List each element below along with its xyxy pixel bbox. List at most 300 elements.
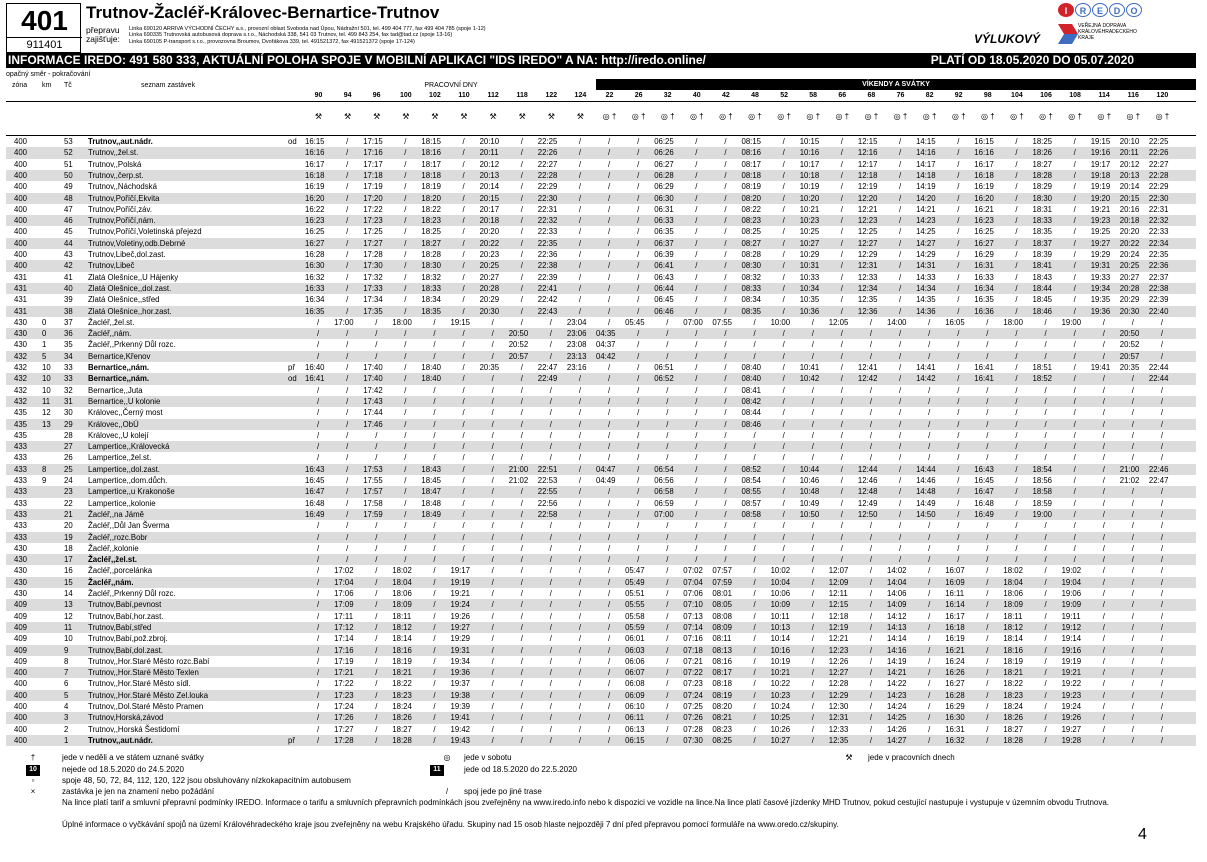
other-route-mark: / [637,148,640,158]
km-cell: 8 [42,464,47,474]
time-cell: 08:16 [741,148,762,158]
other-route-mark: / [1160,487,1164,497]
other-route-mark: / [1131,713,1134,723]
other-route-mark: / [899,182,902,192]
time-cell: 14:19 [887,656,907,666]
time-cell: 08:23 [712,724,732,734]
other-route-mark: / [1102,634,1105,644]
other-route-mark: / [317,532,320,542]
other-route-mark: / [1044,396,1047,406]
time-cell: 17:22 [334,679,354,689]
other-route-mark: / [957,498,960,508]
other-route-mark: / [782,283,785,293]
time-cell: 17:35 [363,306,383,316]
stop-name-cell: Žacléř,,nám. [88,329,132,339]
other-route-mark: / [724,374,727,384]
other-route-mark: / [549,645,552,655]
time-cell: 12:50 [857,509,878,519]
other-route-mark: / [1102,702,1105,711]
time-cell: 06:03 [625,645,645,655]
other-route-mark: / [986,453,989,463]
time-cell: 22:31 [1148,204,1169,214]
other-route-mark: / [1102,543,1105,553]
trip-day-icon: ⚒ [547,112,555,121]
time-cell: 19:27 [1090,238,1111,248]
time-cell: 17:06 [334,589,354,598]
other-route-mark: / [957,487,960,497]
other-route-mark: / [753,543,756,553]
other-route-mark: / [1131,374,1134,384]
other-route-mark: / [811,453,814,463]
time-cell: 18:12 [392,622,412,632]
other-route-mark: / [578,679,582,689]
other-route-mark: / [1160,735,1164,745]
other-route-mark: / [404,408,407,418]
time-cell: 12:17 [857,159,878,169]
table-row [6,159,1196,170]
other-route-mark: / [1073,193,1076,203]
other-route-mark: / [317,442,320,452]
other-route-mark: / [433,329,436,339]
other-route-mark: / [782,532,785,542]
other-route-mark: / [869,419,873,429]
other-route-mark: / [928,735,931,745]
other-route-mark: / [608,668,611,678]
time-cell: 10:21 [770,668,791,678]
other-route-mark: / [1160,724,1164,734]
logo-arrow-icon [1058,20,1078,48]
other-route-mark: / [986,385,989,395]
other-route-mark: / [491,690,494,700]
time-cell: 19:19 [450,577,471,587]
other-route-mark: / [1015,283,1018,293]
time-cell: 17:02 [334,566,354,576]
time-cell: 12:19 [857,182,878,192]
other-route-mark: / [520,532,523,542]
time-cell: 12:33 [857,272,878,282]
stop-name-cell: Trutnov,Babí,pož.zbroj. [88,634,168,644]
logo-letter: E [1092,3,1108,17]
zone-cell: 430 [14,577,28,587]
other-route-mark: / [957,238,960,248]
stop-index-cell: 50 [64,170,73,180]
other-route-mark: / [317,611,320,621]
other-route-mark: / [986,600,989,610]
other-route-mark: / [724,430,727,440]
other-route-mark: / [520,317,523,327]
other-route-mark: / [695,250,698,259]
other-route-mark: / [462,385,465,395]
other-route-mark: / [317,385,320,395]
other-route-mark: / [753,645,756,655]
other-route-mark: / [1102,442,1105,452]
time-cell: 12:35 [857,295,878,305]
other-route-mark: / [899,295,902,305]
trip-number: 114 [1098,92,1110,99]
table-row [6,294,1196,305]
stop-index-cell: 43 [64,250,73,259]
time-cell: 10:17 [799,159,820,169]
other-route-mark: / [462,238,465,248]
other-route-mark: / [782,159,785,169]
stop-index-cell: 48 [64,193,73,203]
other-route-mark: / [695,329,698,339]
other-route-mark: / [666,690,669,700]
other-route-mark: / [753,679,756,689]
table-row [6,712,1196,723]
other-route-mark: / [1073,340,1076,350]
other-route-mark: / [637,464,640,474]
stop-index-cell: 17 [64,555,73,565]
other-route-mark: / [608,306,611,316]
other-route-mark: / [869,735,873,745]
trip-number: 122 [545,92,558,99]
time-cell: 10:31 [799,261,820,271]
time-cell: 08:01 [712,589,732,598]
time-cell: 10:24 [770,702,791,711]
zone-cell: 400 [14,668,28,678]
other-route-mark: / [578,283,582,293]
time-cell: 14:00 [887,317,907,327]
other-route-mark: / [549,453,552,463]
other-route-mark: / [1073,419,1076,429]
time-cell: 18:33 [421,283,441,293]
other-route-mark: / [549,396,552,406]
other-route-mark: / [928,521,931,531]
zone-cell: 430 [14,329,28,339]
other-route-mark: / [608,430,611,440]
time-cell: 08:05 [712,600,732,610]
other-route-mark: / [404,385,407,395]
other-route-mark: / [433,317,436,327]
time-cell: 06:43 [654,272,674,282]
time-cell: 17:25 [363,227,383,237]
other-route-mark: / [637,430,640,440]
time-cell: 18:33 [1032,216,1053,226]
trip-number: 40 [692,92,701,99]
time-cell: 12:07 [828,566,849,576]
other-route-mark: / [1102,724,1105,734]
other-route-mark: / [811,521,814,531]
zone-cell: 400 [14,137,28,146]
time-cell: 14:46 [916,476,936,485]
table-row [6,690,1196,701]
other-route-mark: / [317,521,320,531]
other-route-mark: / [346,396,349,406]
other-route-mark: / [928,679,931,689]
other-route-mark: / [695,261,698,271]
other-route-mark: / [986,724,989,734]
other-route-mark: / [928,532,931,542]
other-route-mark: / [1044,668,1047,678]
time-cell: 18:18 [421,170,441,180]
other-route-mark: / [1015,340,1018,350]
time-cell: 20:28 [479,283,500,293]
zone-cell: 433 [14,476,28,485]
hammer-icon: ⚒ [845,753,853,762]
stop-name-cell: Žacléř,,rozc.Bobr [88,532,148,542]
table-row [6,193,1196,204]
zone-cell: 432 [14,351,28,361]
other-route-mark: / [549,724,552,734]
other-route-mark: / [346,272,349,282]
other-route-mark: / [404,306,407,316]
time-cell: 14:06 [887,589,907,598]
time-cell: 08:30 [741,261,762,271]
other-route-mark: / [346,295,349,305]
time-cell: 19:27 [450,622,471,632]
other-route-mark: / [724,476,727,485]
other-route-mark: / [578,261,582,271]
other-route-mark: / [637,329,640,339]
arr-dep-marker: od [288,374,297,384]
other-route-mark: / [724,509,727,519]
other-route-mark: / [346,385,349,395]
time-cell: 19:21 [1061,668,1082,678]
col-stops: seznam zastávek [141,82,196,89]
trip-day-icon: ⚒ [431,112,439,121]
other-route-mark: / [549,600,552,610]
other-route-mark: / [375,668,378,678]
other-route-mark: / [724,385,727,395]
table-row [6,656,1196,667]
legend-l11: jede od 18.5.2020 do 22.5.2020 [464,765,577,774]
time-cell: 05:47 [625,566,645,576]
other-route-mark: / [957,543,960,553]
other-route-mark: / [375,589,378,598]
stop-name-cell: Trutnov,Voletiny,odb.Debrné [88,238,186,248]
other-route-mark: / [578,396,582,406]
other-route-mark: / [491,430,494,440]
other-route-mark: / [1044,735,1047,745]
trip-day-icon: ◎ † [951,112,966,121]
time-cell: 12:34 [857,283,878,293]
time-cell: 18:22 [1003,679,1023,689]
other-route-mark: / [1102,577,1105,587]
other-route-mark: / [491,656,494,666]
other-route-mark: / [1044,521,1047,531]
other-route-mark: / [1073,532,1076,542]
time-cell: 22:33 [1148,227,1169,237]
other-route-mark: / [695,363,698,372]
other-route-mark: / [433,521,436,531]
other-route-mark: / [753,611,756,621]
note-10-badge: 10 [26,765,40,776]
time-cell: 16:34 [305,295,325,305]
stop-name-cell: Lampertice,,kolonie [88,498,156,508]
other-route-mark: / [346,283,349,293]
other-route-mark: / [637,170,640,180]
zone-cell: 400 [14,690,28,700]
other-route-mark: / [346,543,349,553]
other-route-mark: / [724,306,727,316]
other-route-mark: / [1160,498,1164,508]
other-route-mark: / [753,566,756,576]
trip-number: 108 [1069,92,1081,99]
time-cell: 06:37 [654,238,674,248]
time-cell: 08:54 [741,476,762,485]
other-route-mark: / [869,351,873,361]
other-route-mark: / [433,385,436,395]
other-route-mark: / [724,283,727,293]
time-cell: 06:51 [654,363,674,372]
zone-cell: 409 [14,656,28,666]
time-cell: 12:21 [828,634,849,644]
time-cell: 19:24 [450,600,471,610]
trip-day-icon: ◎ † [748,112,762,121]
time-cell: 16:16 [305,148,325,158]
trip-number: 48 [751,92,759,99]
other-route-mark: / [899,374,902,384]
other-route-mark: / [346,476,349,485]
other-route-mark: / [986,329,989,339]
col-zona: zóna [12,82,28,89]
time-cell: 10:20 [799,193,820,203]
time-cell: 12:25 [857,227,878,237]
time-cell: 16:30 [305,261,325,271]
other-route-mark: / [491,702,494,711]
time-cell: 18:24 [392,702,412,711]
time-cell: 22:27 [537,159,558,169]
other-route-mark: / [782,351,785,361]
other-route-mark: / [1015,430,1018,440]
table-row [6,509,1196,520]
other-route-mark: / [724,464,727,474]
time-cell: 07:28 [683,724,703,734]
time-cell: 22:31 [537,204,558,214]
other-route-mark: / [986,668,989,678]
other-route-mark: / [1160,543,1164,553]
time-cell: 08:40 [741,363,762,372]
table-row [6,520,1196,531]
time-cell: 18:43 [421,464,441,474]
other-route-mark: / [491,622,494,632]
time-cell: 22:32 [1148,216,1169,226]
stop-index-cell: 9 [64,645,69,655]
time-cell: 06:35 [654,227,674,237]
time-cell: 12:21 [857,204,878,214]
time-cell: 14:25 [887,713,907,723]
other-route-mark: / [986,396,989,406]
other-route-mark: / [520,363,523,372]
other-route-mark: / [520,555,523,565]
other-route-mark: / [811,555,814,565]
other-route-mark: / [666,543,669,553]
time-cell: 18:32 [421,272,441,282]
other-route-mark: / [520,735,523,745]
other-route-mark: / [608,600,611,610]
other-route-mark: / [1102,317,1105,327]
time-cell: 08:18 [741,170,762,180]
time-cell: 17:27 [363,238,383,248]
time-cell: 16:45 [974,476,994,485]
other-route-mark: / [782,430,785,440]
time-cell: 19:11 [1061,611,1081,621]
other-route-mark: / [1160,589,1164,598]
stop-name-cell: Trutnov,,Hor.Staré Město sídl. [88,679,191,689]
other-route-mark: / [462,261,465,271]
other-route-mark: / [840,442,843,452]
zone-cell: 400 [14,148,28,158]
time-cell: 08:42 [741,396,762,406]
other-route-mark: / [462,521,465,531]
other-route-mark: / [928,622,931,632]
time-cell: 10:14 [770,634,791,644]
other-route-mark: / [375,430,378,440]
km-cell: 0 [42,329,47,339]
time-cell: 08:19 [741,182,762,192]
other-route-mark: / [1102,622,1105,632]
other-route-mark: / [491,453,494,463]
time-cell: 10:21 [799,204,820,214]
other-route-mark: / [549,419,552,429]
other-route-mark: / [1160,453,1164,463]
other-route-mark: / [986,442,989,452]
other-route-mark: / [317,317,320,327]
km-cell: 0 [42,317,47,327]
time-cell: 10:29 [799,250,820,259]
time-cell: 22:40 [1148,306,1169,316]
stop-name-cell: Královec,,U kolejí [88,430,149,440]
other-route-mark: / [520,487,523,497]
other-route-mark: / [375,453,378,463]
other-route-mark: / [578,182,582,192]
time-cell: 18:09 [392,600,412,610]
other-route-mark: / [433,611,436,621]
other-route-mark: / [1015,306,1018,316]
other-route-mark: / [957,555,960,565]
trip-number: 124 [574,92,587,99]
time-cell: 20:18 [1119,216,1140,226]
time-cell: 16:19 [945,634,965,644]
zone-cell: 400 [14,238,28,248]
time-cell: 20:25 [1119,261,1140,271]
other-route-mark: / [608,555,611,565]
time-cell: 19:34 [450,656,471,666]
stop-index-cell: 6 [64,679,69,689]
time-cell: 22:39 [1148,295,1169,305]
stop-index-cell: 21 [64,509,73,519]
other-route-mark: / [462,272,465,282]
other-route-mark: / [899,204,902,214]
other-route-mark: / [1015,396,1018,406]
other-route-mark: / [578,577,582,587]
other-route-mark: / [1102,679,1105,689]
other-route-mark: / [782,170,785,180]
other-route-mark: / [782,419,785,429]
other-route-mark: / [433,396,436,406]
table-row [6,215,1196,226]
other-route-mark: / [433,735,436,745]
time-cell: 22:26 [537,148,558,158]
trip-number: 116 [1127,92,1139,99]
time-cell: 18:19 [1003,656,1023,666]
trip-number: 68 [867,92,876,99]
time-cell: 06:01 [625,634,645,644]
other-route-mark: / [1015,148,1018,158]
other-route-mark: / [462,442,465,452]
other-route-mark: / [1160,702,1164,711]
time-cell: 06:15 [625,735,645,745]
other-route-mark: / [753,724,756,734]
time-cell: 10:16 [770,645,791,655]
other-route-mark: / [520,193,523,203]
other-route-mark: / [520,385,523,395]
other-route-mark: / [1015,272,1018,282]
time-cell: 20:57 [1119,351,1140,361]
time-cell: 16:48 [974,498,994,508]
time-cell: 12:19 [828,622,849,632]
